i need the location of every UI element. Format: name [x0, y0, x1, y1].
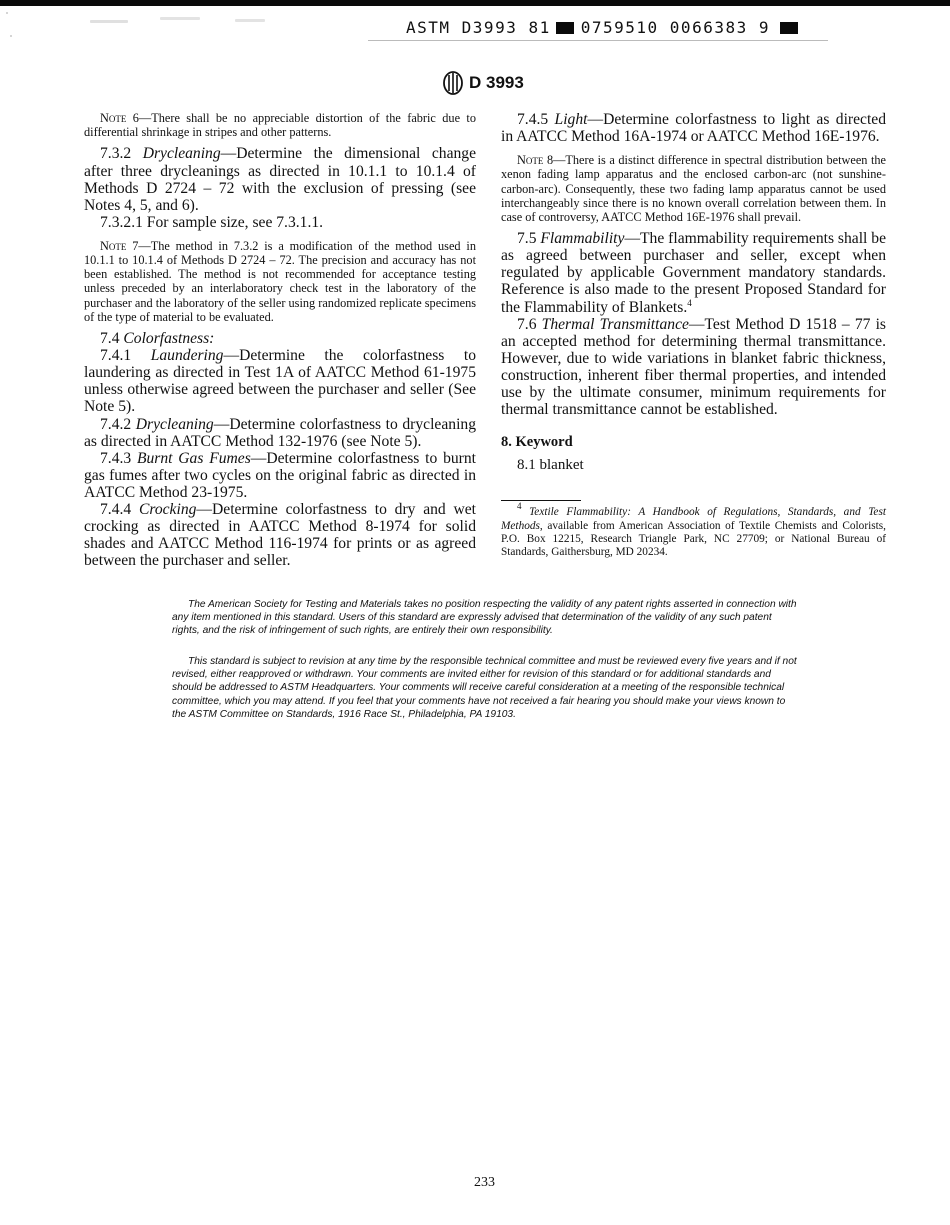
astm-logo-icon — [443, 71, 463, 95]
footnote-divider — [501, 500, 581, 501]
astm-designation — [443, 70, 524, 96]
scan-speck — [90, 20, 128, 23]
section-7-4-4: 7.4.4 Crocking—Determine colorfastness to dry and wet crocking as directed in AATCC Method 8-1974 for solid shades and AATCC Method 116-1974 for prints or as agreed between the purchaser and seller. — [84, 501, 476, 570]
barcode-block — [780, 22, 798, 34]
patent-disclaimer: The American Society for Testing and Materials takes no position respecting the validity of any patent rights asserted in connection with any item mentioned in this standard. Users of this standard are expressly advised that determination of the validity of any such patent rights, and the risk of infringement of such rights, are entirely their own responsibility. — [172, 599, 797, 637]
section-7-4-5: 7.4.5 Light—Determine colorfastness to light as directed in AATCC Method 16A-1974 or AATCC Method 16E-1976. — [501, 111, 886, 146]
right-column — [501, 111, 886, 560]
scan-speck — [6, 12, 8, 14]
footnote-ref[interactable]: 4 — [687, 297, 692, 308]
section-8-heading: 8. Keyword — [501, 434, 573, 451]
scan-speck — [10, 35, 12, 37]
section-7-4-3: 7.4.3 Burnt Gas Fumes—Determine colorfastness to burnt gas fumes after two cycles on the original fabric as directed in AATCC Method 23-1975. — [84, 449, 476, 501]
section-7-6: 7.6 Thermal Transmittance—Test Method D 1518 – 77 is an accepted method for determining thermal transmittance. However, due to wide variations in blanket fabric thickness, construction, inherent fiber thermal properties, and intended use by the ultimate consumer, minimum requirements for thermal transmittance cannot be established. — [501, 315, 886, 419]
left-column — [84, 111, 476, 569]
note-7: Note 7—The method in 7.3.2 is a modification of the method used in 10.1.1 to 10.1.4 of Methods D 2724 – 72. The precision and accuracy has not been established. The method is not recommended for acceptance testing unless preceded by an interlaboratory check test in the laboratory of the purchaser and the laboratory of the seller using randomized replicate specimens of the type of material to be evaluated. — [84, 238, 476, 324]
note-8: Note 8—There is a distinct difference in spectral distribution between the xenon fading lamp apparatus and the enclosed carbon-arc (not sunshine-carbon-arc). Consequently, these two fading lamp apparatus cannot be used interchangeably since there is no known overall correlation between them. In case of controversy, AATCC Method 16E-1976 shall prevail. — [501, 153, 886, 224]
scan-speck — [160, 17, 200, 20]
footnote-4: $^4$ Textile Flammability: A Handbook of Regulations, Standards, and Test Methods, available from American Association of Textile Chemists and Colorists, P.O. Box 12215, Research Triangle Park, NC 27709; or National Bureau of Standards, Gaithersburg, MD 20234. — [501, 501, 886, 559]
section-7-3-2-1: 7.3.2.1 For sample size, see 7.3.1.1. — [100, 213, 324, 231]
section-7-4-2: 7.4.2 Drycleaning—Determine colorfastness to drycleaning as directed in AATCC Method 132-1976 (see Note 5). — [84, 415, 476, 450]
section-7-4-1: 7.4.1 Laundering—Determine the colorfastness to laundering as directed in Test 1A of AATCC Method 61-1975 unless otherwise agreed between the purchaser and seller (See Note 5). — [84, 347, 476, 416]
section-7-3-2: 7.3.2 Drycleaning—Determine the dimensional change after three drycleanings as directed in 10.1.1 to 10.1.4 of Methods D 2724 – 72 with the exclusion of pressing (see Notes 4, 5, and 6). — [84, 145, 477, 214]
section-7-5: 7.5 Flammability—The flammability requirements shall be as agreed between purchaser and seller, except when regulated by applicable Government mandatory standards. Reference is also made to the present Proposed Standard for the Flammability of Blankets.$^4$ — [501, 230, 887, 316]
page-number: 233 — [474, 1175, 495, 1190]
section-8-1: 8.1 blanket — [517, 457, 584, 474]
barcode-line — [406, 18, 798, 40]
barcode-prefix: ASTM D3993 81 — [406, 18, 551, 37]
revision-notice: This standard is subject to revision at any time by the responsible technical committee and must be reviewed every five years and if not revised, either reapproved or withdrawn. Your comments are invited either for revision of this standard or for additional standards and should be addressed to ASTM Headquarters. Your comments will receive careful consideration at a meeting of the responsible technical committee, which you may attend. If you feel that your comments have not received a fair hearing you should make your views known to the ASTM Committee on Standards, 1916 Race St., Philadelphia, PA 19103. — [172, 656, 797, 720]
scan-top-bar — [0, 0, 950, 6]
scan-line — [368, 40, 828, 41]
designation-code: D 3993 — [469, 73, 524, 92]
barcode-block — [556, 22, 574, 34]
note-6: Note 6—There shall be no appreciable distortion of the fabric due to differential shrinkage in stripes and other patterns. — [84, 111, 476, 140]
scan-speck — [235, 19, 265, 22]
section-7-4: 7.4 Colorfastness: — [100, 330, 215, 348]
barcode-middle: 0759510 0066383 9 — [580, 18, 770, 37]
